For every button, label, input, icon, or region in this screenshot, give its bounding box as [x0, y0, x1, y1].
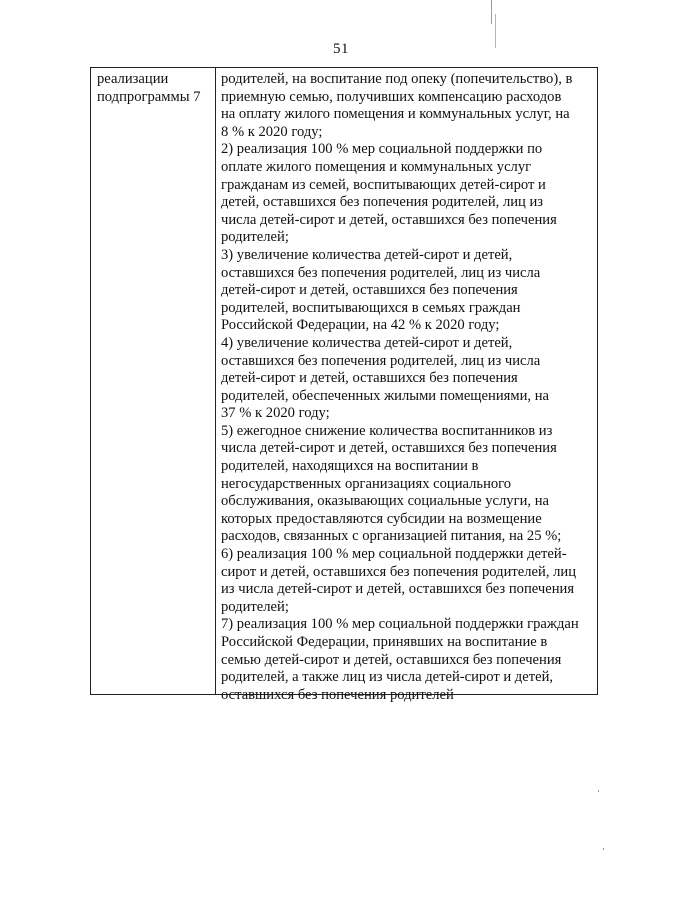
content-line: 6) реализация 100 % мер социальной поддержки детей- [221, 546, 567, 563]
content-line: оплате жилого помещения и коммунальных услуг [221, 158, 532, 175]
table-cell-content [216, 68, 597, 703]
content-line: родителей, находящихся на воспитании в [221, 458, 479, 475]
content-line: родителей; [221, 229, 289, 246]
page-number: 51 [333, 41, 349, 57]
content-line: детей, оставшихся без попечения родителей, лиц из [221, 194, 544, 211]
content-line: из числа детей-сирот и детей, оставшихся без попечения [221, 581, 575, 598]
content-line: на оплату жилого помещения и коммунальных услуг, на [221, 106, 570, 123]
content-line: родителей, а также лиц из числа детей-сирот и детей, [221, 669, 554, 686]
content-line: оставшихся без попечения родителей, лиц из числа [221, 264, 541, 281]
content-line: 7) реализация 100 % мер социальной поддержки граждан [221, 616, 579, 633]
content-line: которых предоставляются субсидии на возмещение [221, 510, 542, 527]
content-line: 8 % к 2020 году; [221, 123, 323, 140]
content-line: гражданам из семей, воспитывающих детей-сирот и [221, 176, 546, 193]
content-line: оставшихся без попечения родителей [221, 686, 454, 703]
table-cell-label [91, 68, 216, 694]
content-line: семью детей-сирот и детей, оставшихся без попечения [221, 651, 562, 668]
scan-speck [603, 848, 604, 850]
content-line: родителей; [221, 598, 289, 615]
content-line: родителей, на воспитание под опеку (попечительство), в [221, 71, 573, 87]
content-line: оставшихся без попечения родителей, лиц из числа [221, 352, 541, 369]
content-line: 5) ежегодное снижение количества воспитанников из [221, 422, 553, 439]
content-line: 4) увеличение количества детей-сирот и детей, [221, 334, 513, 351]
content-line: приемную семью, получивших компенсацию расходов [221, 88, 562, 105]
content-line: сирот и детей, оставшихся без попечения родителей, лиц [221, 563, 577, 580]
content-line: Российской Федерации, на 42 % к 2020 году; [221, 317, 500, 334]
label-line: реализации [97, 71, 169, 87]
content-line: числа детей-сирот и детей, оставшихся без попечения [221, 211, 557, 228]
content-line: числа детей-сирот и детей, оставшихся без попечения [221, 440, 557, 457]
content-line: родителей, обеспеченных жилыми помещениями, на [221, 387, 549, 404]
content-line: негосударственных организациях социального [221, 475, 512, 492]
content-line: Российской Федерации, принявших на воспитание в [221, 634, 548, 650]
content-line: родителей, воспитывающихся в семьях граждан [221, 299, 521, 316]
scan-speck [598, 790, 599, 792]
content-line: обслуживания, оказывающих социальные услуги, на [221, 493, 549, 510]
content-line: 2) реализация 100 % мер социальной поддержки по [221, 141, 543, 158]
content-line: 3) увеличение количества детей-сирот и детей, [221, 246, 513, 263]
label-line: подпрограммы 7 [97, 88, 201, 105]
content-line: расходов, связанных с организацией питания, на 25 %; [221, 528, 562, 545]
content-line: детей-сирот и детей, оставшихся без попечения [221, 370, 518, 387]
content-line: детей-сирот и детей, оставшихся без попечения [221, 282, 518, 299]
content-line: 37 % к 2020 году; [221, 405, 330, 422]
program-table [90, 67, 598, 703]
